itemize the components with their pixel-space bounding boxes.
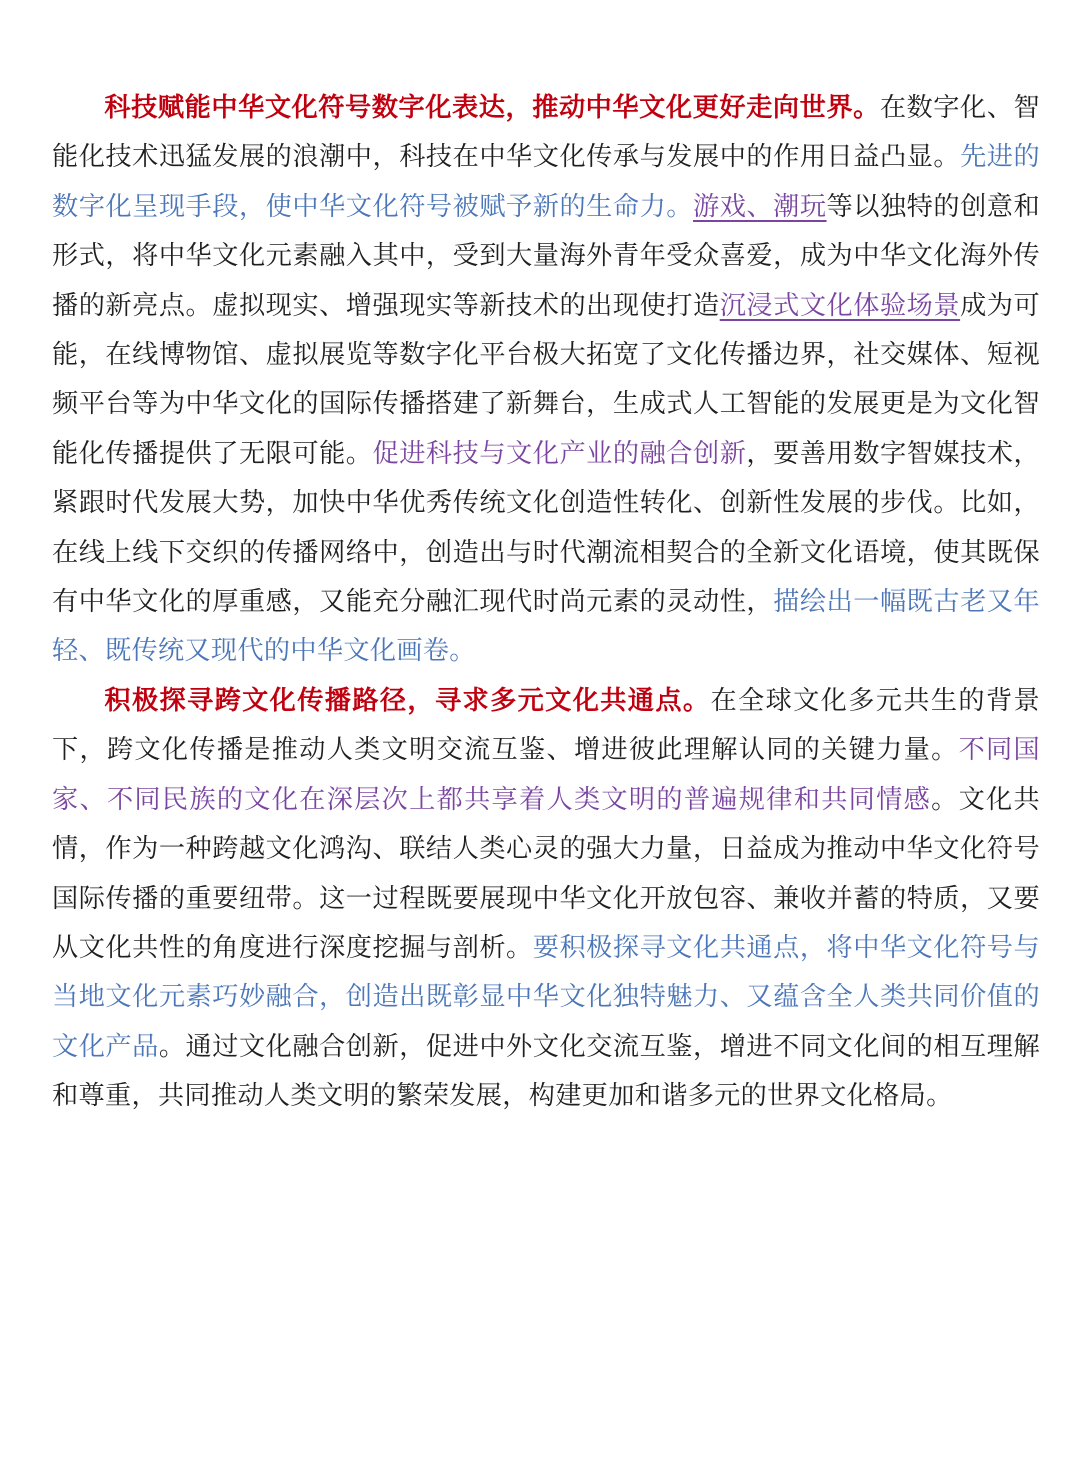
body-text: 。文化共情，作为一种跨越文化鸿沟、联结人类心灵的强大力量，日益成为推动中华文化符号国际传播的重要纽带。这一过程既要展现中华文化开放包容、兼收并蓄的特质，又要从文化共性的角度进行深度挖掘与剖析。 [52,784,1040,963]
highlighted-text: 要积极探寻文化共通点，将中华文化符号与当地文化元素巧妙融合，创造出既彰显中华文化独特魅力、又蕴含全人类共同价值的文化产品 [52,932,1040,1062]
paragraph-lead-heading: 科技赋能中华文化符号数字化表达，推动中华文化更好走向世界。 [104,93,880,123]
highlighted-text: 描绘出一幅既古老又年轻、既传统又现代的中华文化画卷。 [52,587,1040,667]
body-text: 在全球文化多元共生的背景下，跨文化传播是推动人类文明交流互鉴、增进彼此理解认同的关键力量。 [52,685,1040,766]
body-text: 成为可能，在线博物馆、虚拟展览等数字化平台极大拓宽了文化传播边界，社交媒体、短视频平台等为中华文化的国际传播搭建了新舞台，生成式人工智能的发展更是为文化智能化传播提供了无限可能。 [52,290,1040,469]
body-text: ，要善用数字智媒技术，紧跟时代发展大势，加快中华优秀传统文化创造性转化、创新性发展的步伐。比如，在线上线下交织的传播网络中，创造出与时代潮流相契合的全新文化语境，使其既保有中华文化的厚重感，又能充分融汇现代时尚元素的灵动性， [52,438,1040,618]
body-text: 在数字化、智能化技术迅猛发展的浪潮中，科技在中华文化传承与发展中的作用日益凸显。 [52,93,1040,173]
highlighted-text: 促进科技与文化产业的融合创新 [372,438,747,469]
body-text: 。通过文化融合创新，促进中外文化交流互鉴，增进不同文化间的相互理解和尊重，共同推动人类文明的繁荣发展，构建更加和谐多元的世界文化格局。 [52,1031,1040,1112]
underlined-text: 沉浸式文化体验场景 [719,290,961,321]
article-body [52,84,1040,1122]
paragraph-lead-heading: 积极探寻跨文化传播路径，寻求多元文化共通点。 [104,685,711,716]
paragraph-cross-cultural [52,677,1040,1122]
highlighted-text: 不同国家、不同民族的文化在深层次上都共享着人类文明的普遍规律和共同情感 [52,735,1040,815]
paragraph-tech-empowerment [52,84,1040,677]
body-text: 等以独特的创意和形式，将中华文化元素融入其中，受到大量海外青年受众喜爱，成为中华文化海外传播的新亮点。虚拟现实、增强现实等新技术的出现使打造 [52,191,1040,321]
underlined-text: 游戏、潮玩 [693,191,827,222]
highlighted-text: 先进的数字化呈现手段，使中华文化符号被赋予新的生命力。 [52,142,1040,222]
